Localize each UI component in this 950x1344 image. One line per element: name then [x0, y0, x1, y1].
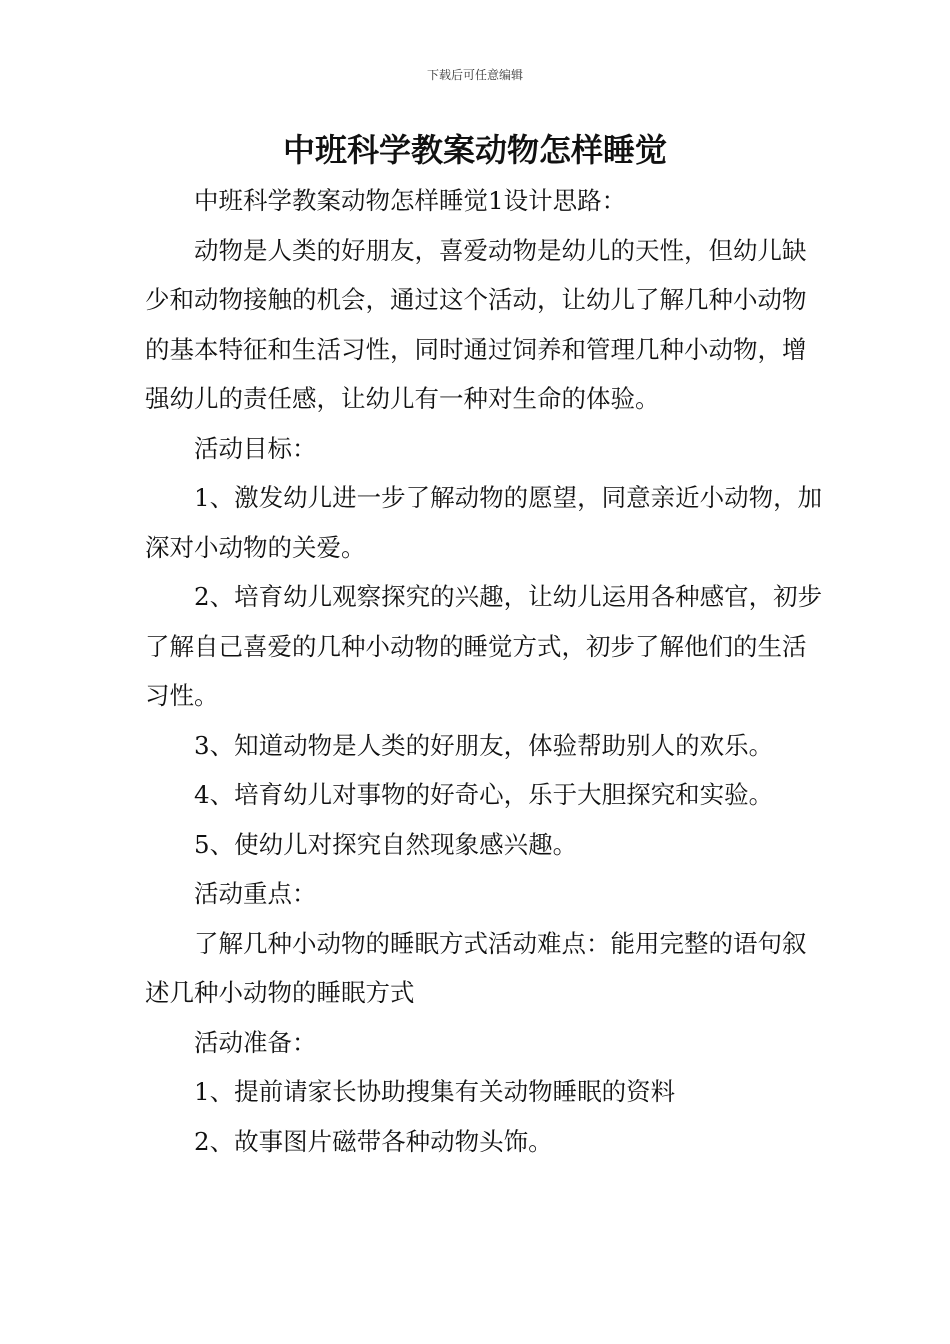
- paragraph-goal-1: 1、激发幼儿进一步了解动物的愿望，同意亲近小动物，加深对小动物的关爱。: [145, 483, 823, 562]
- paragraph-focus-content: 了解几种小动物的睡眠方式活动难点：能用完整的语句叙述几种小动物的睡眠方式: [145, 928, 807, 1007]
- paragraph-preparation-1: 1、提前请家长协助搜集有关动物睡眠的资料: [194, 1077, 676, 1106]
- paragraph-focus-heading: 活动重点：: [194, 879, 317, 908]
- paragraph-design-idea: 动物是人类的好朋友，喜爱动物是幼儿的天性，但幼儿缺少和动物接触的机会，通过这个活动，让幼儿了解几种小动物的基本特征和生活习性，同时通过饲养和管理几种小动物，增强幼儿的责任感，让幼儿有一种对生命的体验。: [145, 235, 807, 413]
- header-note: 下载后可任意编辑: [426, 68, 523, 82]
- paragraph-design-heading: 中班科学教案动物怎样睡觉1设计思路：: [194, 186, 627, 215]
- paragraph-goal-2: 2、培育幼儿观察探究的兴趣，让幼儿运用各种感官，初步了解自己喜爱的几种小动物的睡觉方式，初步了解他们的生活习性。: [145, 582, 823, 710]
- paragraph-goal-4: 4、培育幼儿对事物的好奇心，乐于大胆探究和实验。: [194, 780, 774, 809]
- paragraph-goals-heading: 活动目标：: [194, 433, 317, 463]
- paragraph-goal-5: 5、使幼儿对探究自然现象感兴趣。: [194, 829, 578, 859]
- document-title: 中班科学教案动物怎样睡觉: [282, 131, 667, 169]
- document-body: [145, 176, 825, 1166]
- paragraph-preparation-2: 2、故事图片磁带各种动物头饰。: [194, 1126, 553, 1156]
- paragraph-preparation-heading: 活动准备：: [194, 1027, 317, 1057]
- paragraph-goal-3: 3、知道动物是人类的好朋友，体验帮助别人的欢乐。: [194, 730, 774, 760]
